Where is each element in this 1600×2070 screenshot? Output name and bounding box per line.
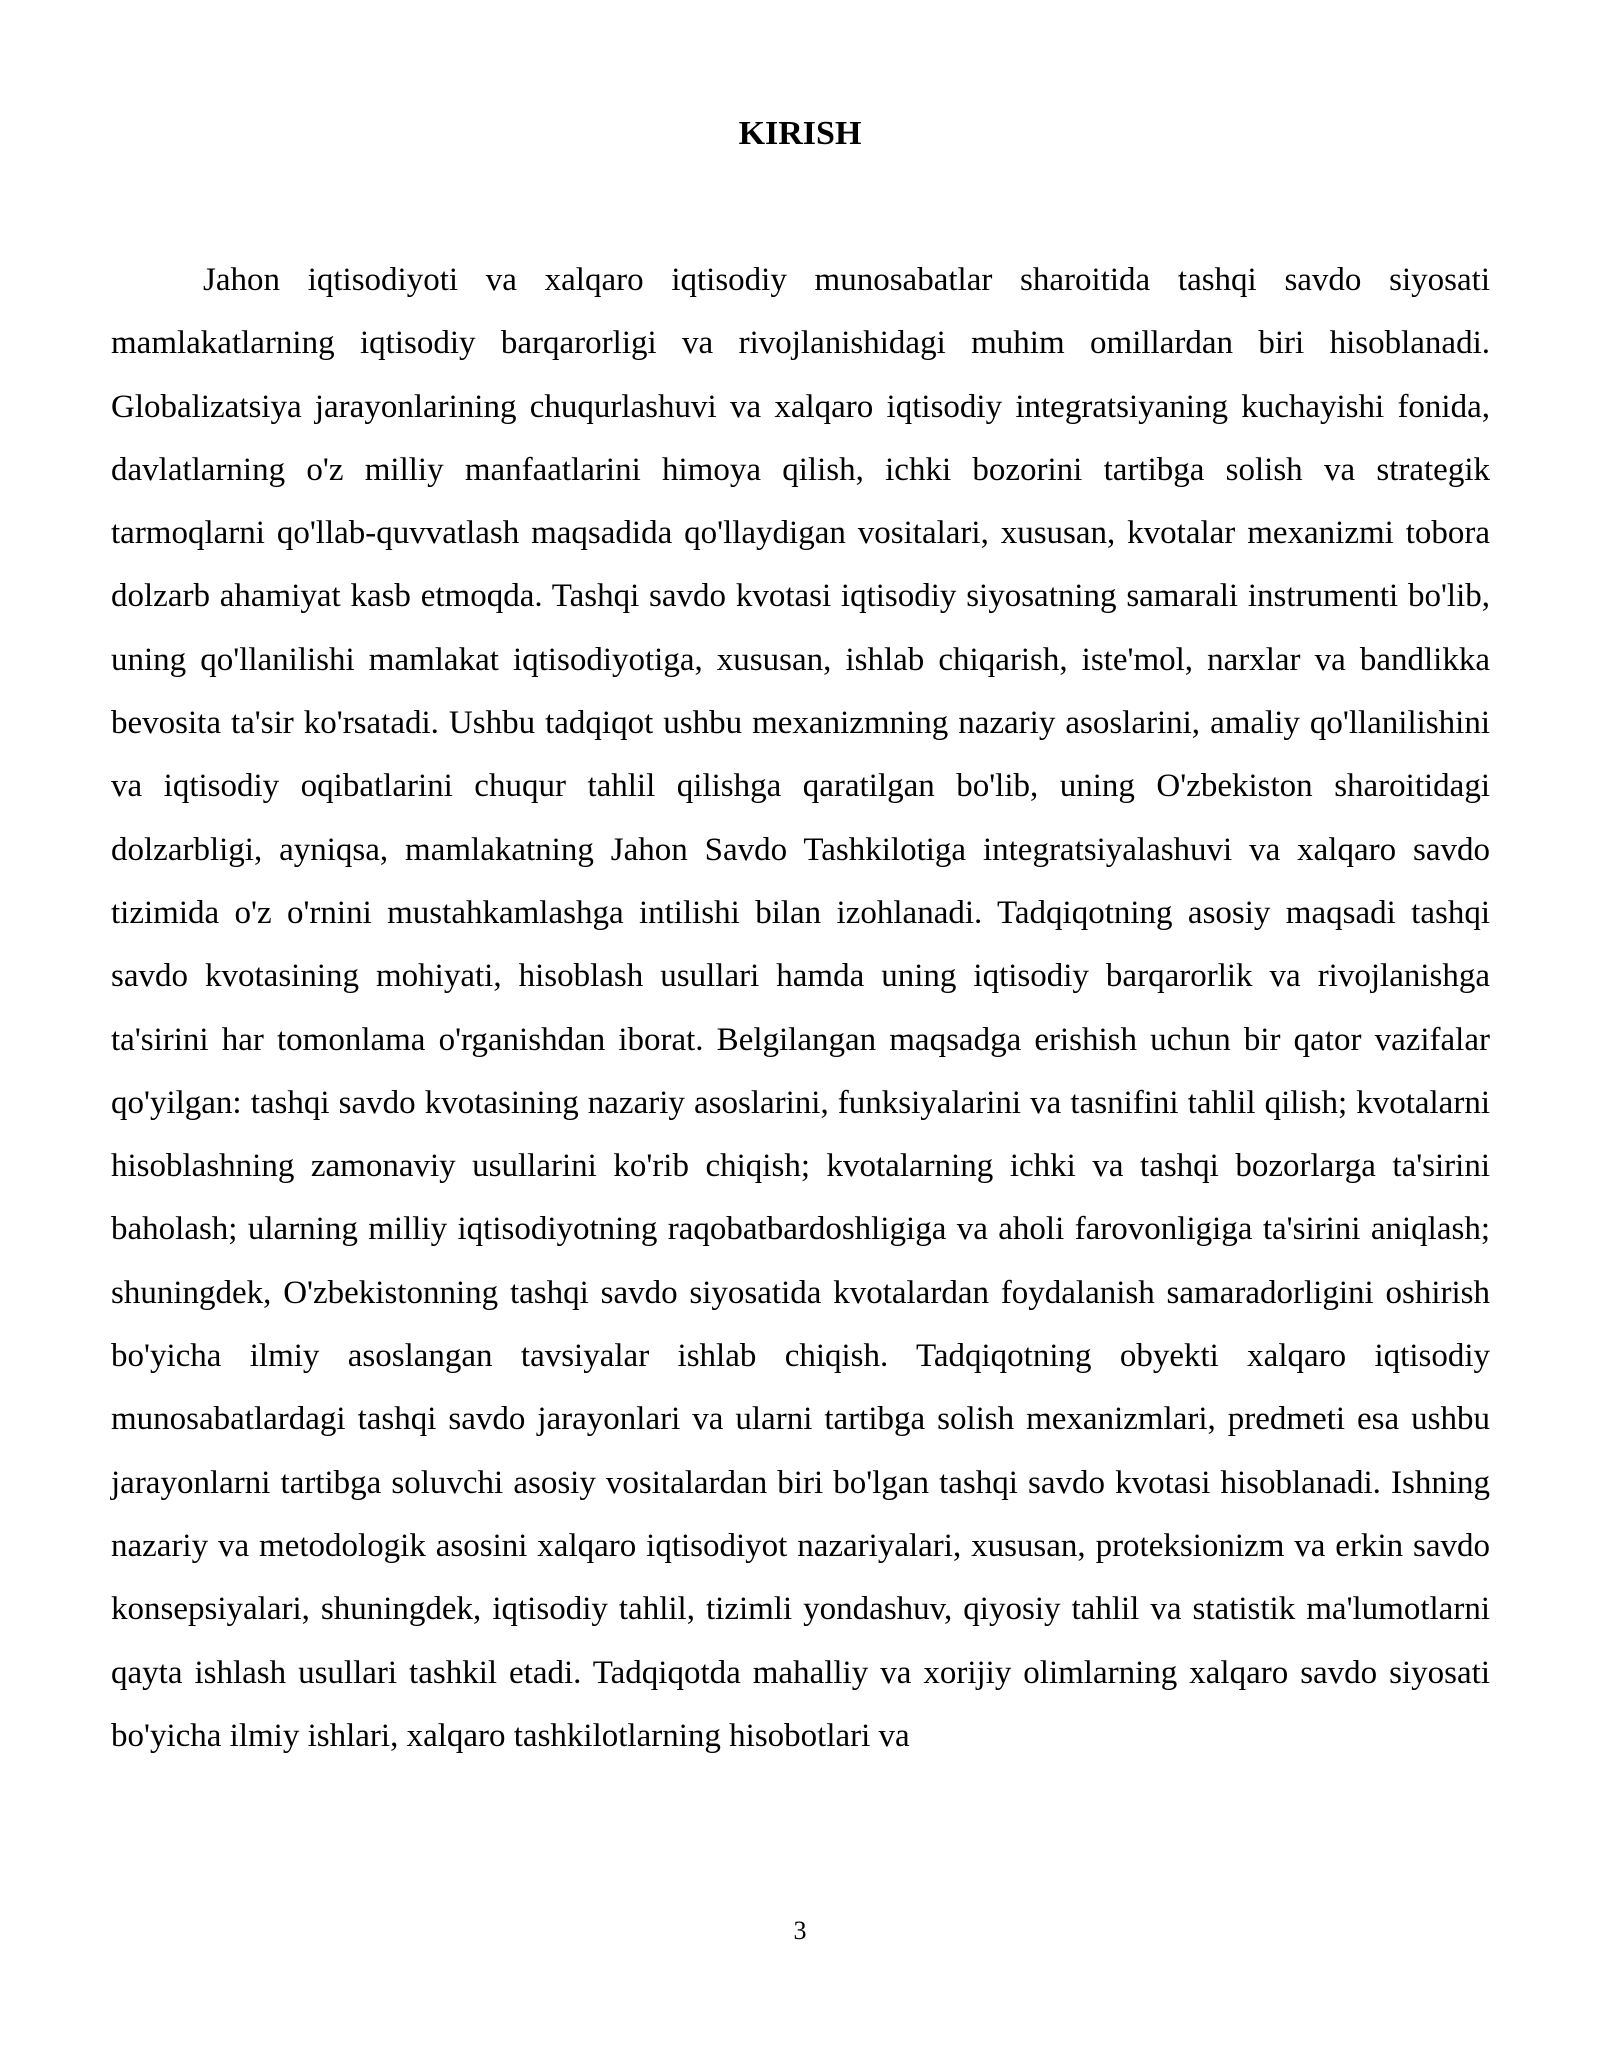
body-paragraph: Jahon iqtisodiyoti va xalqaro iqtisodiy munosabatlar sharoitida tashqi savdo siyosati mamlakatlarning iqtisodiy barqarorligi va rivojlanishidagi muhim omillardan biri hisoblanadi. Globalizatsiya jarayonlarining chuqurlashuvi va xalqaro iqtisodiy integratsiyaning kuchayishi fonida, davlatlarning o'z milliy manfaatlarini himoya qilish, ichki bozorini tartibga solish va strategik tarmoqlarni qo'llab-quvvatlash maqsadida qo'llaydigan vositalari, xususan, kvotalar mexanizmi tobora dolzarb ahamiyat kasb etmoqda. Tashqi savdo kvotasi iqtisodiy siyosatning samarali instrumenti bo'lib, uning qo'llanilishi mamlakat iqtisodiyotiga, xususan, ishlab chiqarish, iste'mol, narxlar va bandlikka bevosita ta'sir ko'rsatadi. Ushbu tadqiqot ushbu mexanizmning nazariy asoslarini, amaliy qo'llanilishini va iqtisodiy oqibatlarini chuqur tahlil qilishga qaratilgan bo'lib, uning O'zbekiston sharoitidagi dolzarbligi, ayniqsa, mamlakatning Jahon Savdo Tashkilotiga integratsiyalashuvi va xalqaro savdo tizimida o'z o'rnini mustahkamlashga intilishi bilan izohlanadi. Tadqiqotning asosiy maqsadi tashqi savdo kvotasining mohiyati, hisoblash usullari hamda uning iqtisodiy barqarorlik va rivojlanishga ta'sirini har tomonlama o'rganishdan iborat. Belgilangan maqsadga erishish uchun bir qator vazifalar qo'yilgan: tashqi savdo kvotasining nazariy asoslarini, funksiyalarini va tasnifini tahlil qilish; kvotalarni hisoblashning zamonaviy usullarini ko'rib chiqish; kvotalarning ichki va tashqi bozorlarga ta'sirini baholash; ularning milliy iqtisodiyotning raqobatbardoshligiga va aholi farovonligiga ta'sirini aniqlash; shuningdek, O'zbekistonning tashqi savdo siyosatida kvotalardan foydalanish samaradorligini oshirish bo'yicha ilmiy asoslangan tavsiyalar ishlab chiqish. Tadqiqotning obyekti xalqaro iqtisodiy munosabatlardagi tashqi savdo jarayonlari va ularni tartibga solish mexanizmlari, predmeti esa ushbu jarayonlarni tartibga soluvchi asosiy vositalardan biri bo'lgan tashqi savdo kvotasi hisoblanadi. Ishning nazariy va metodologik asosini xalqaro iqtisodiyot nazariyalari, xususan, proteksionizm va erkin savdo konsepsiyalari, shuningdek, iqtisodiy tahlil, tizimli yondashuv, qiyosiy tahlil va statistik ma'lumotlarni qayta ishlash usullari tashkil etadi. Tadqiqotda mahalliy va xorijiy olimlarning xalqaro savdo siyosati bo'yicha ilmiy ishlari, xalqaro tashkilotlarning hisobotlari va [111,262,1490,1754]
page-number: 3 [793,1916,807,1945]
page-title: KIRISH [738,115,862,152]
